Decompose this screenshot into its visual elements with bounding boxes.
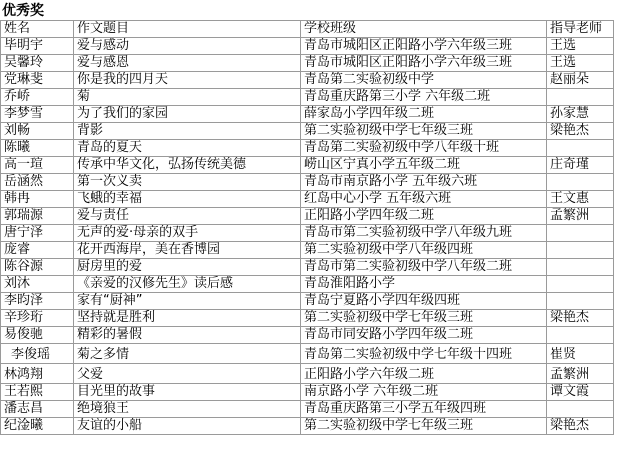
cell-essay-title[interactable]: 绝境狼王 bbox=[74, 401, 301, 418]
table-row bbox=[1, 38, 614, 55]
cell-name[interactable]: 刘沐 bbox=[1, 276, 74, 293]
header-teacher[interactable]: 指导老师 bbox=[547, 21, 614, 38]
cell-school-class[interactable]: 青岛宁夏路小学四年级四班 bbox=[301, 293, 547, 310]
table-row bbox=[1, 276, 614, 293]
cell-essay-title[interactable]: 传承中华文化，弘扬传统美德 bbox=[74, 157, 301, 174]
cell-name[interactable]: 乔峤 bbox=[1, 89, 74, 106]
table-row bbox=[1, 293, 614, 310]
cell-school-class[interactable]: 红岛中心小学 五年级六班 bbox=[301, 191, 547, 208]
cell-school-class[interactable]: 青岛市第二实验初级中学八年级九班 bbox=[301, 225, 547, 242]
cell-teacher[interactable]: 梁艳杰 bbox=[547, 310, 614, 327]
cell-essay-title[interactable]: 为了我们的家园 bbox=[74, 106, 301, 123]
cell-essay-title[interactable]: 青岛的夏天 bbox=[74, 140, 301, 157]
cell-school-class[interactable]: 青岛市同安路小学四年级二班 bbox=[301, 327, 547, 344]
cell-name[interactable]: 林鸿翔 bbox=[1, 364, 74, 384]
cell-name[interactable]: 李俊瑶 bbox=[1, 344, 74, 364]
table-row bbox=[1, 384, 614, 401]
cell-essay-title[interactable]: 花开西海岸，美在香博园 bbox=[74, 242, 301, 259]
cell-teacher[interactable] bbox=[547, 327, 614, 344]
cell-teacher[interactable]: 王选 bbox=[547, 38, 614, 55]
cell-name[interactable]: 庞睿 bbox=[1, 242, 74, 259]
cell-name[interactable]: 党琳斐 bbox=[1, 72, 74, 89]
cell-school-class[interactable]: 青岛市城阳区正阳路小学六年级三班 bbox=[301, 38, 547, 55]
cell-teacher[interactable]: 王选 bbox=[547, 55, 614, 72]
table-row bbox=[1, 310, 614, 327]
cell-teacher[interactable] bbox=[547, 225, 614, 242]
cell-school-class[interactable]: 南京路小学 六年级二班 bbox=[301, 384, 547, 401]
cell-teacher[interactable]: 庄奇瑾 bbox=[547, 157, 614, 174]
table-row bbox=[1, 55, 614, 72]
cell-name[interactable]: 李梦雪 bbox=[1, 106, 74, 123]
cell-name[interactable]: 陈谷源 bbox=[1, 259, 74, 276]
cell-name[interactable]: 陈曦 bbox=[1, 140, 74, 157]
cell-essay-title[interactable]: 爱与感恩 bbox=[74, 55, 301, 72]
cell-teacher[interactable] bbox=[547, 242, 614, 259]
cell-school-class[interactable]: 青岛第二实验初级中学 bbox=[301, 72, 547, 89]
cell-teacher[interactable] bbox=[547, 174, 614, 191]
cell-teacher[interactable] bbox=[547, 140, 614, 157]
cell-teacher[interactable] bbox=[547, 89, 614, 106]
table-row bbox=[1, 72, 614, 89]
cell-school-class[interactable]: 青岛第二实验初级中学八年级十班 bbox=[301, 140, 547, 157]
cell-name[interactable]: 吴馨玲 bbox=[1, 55, 74, 72]
cell-school-class[interactable]: 青岛重庆路第三小学五年级四班 bbox=[301, 401, 547, 418]
cell-essay-title[interactable]: 精彩的暑假 bbox=[74, 327, 301, 344]
cell-essay-title[interactable]: 《亲爱的汉修先生》读后感 bbox=[74, 276, 301, 293]
header-school-class[interactable]: 学校班级 bbox=[301, 21, 547, 38]
cell-school-class[interactable]: 青岛淮阳路小学 bbox=[301, 276, 547, 293]
cell-teacher[interactable] bbox=[547, 293, 614, 310]
table-row bbox=[1, 401, 614, 418]
header-name[interactable]: 姓名 bbox=[1, 21, 74, 38]
table-body bbox=[1, 38, 614, 435]
cell-essay-title[interactable]: 第一次义卖 bbox=[74, 174, 301, 191]
header-essay-title[interactable]: 作文题目 bbox=[74, 21, 301, 38]
cell-school-class[interactable]: 青岛第二实验初级中学七年级十四班 bbox=[301, 344, 547, 364]
cell-essay-title[interactable]: 目光里的故事 bbox=[74, 384, 301, 401]
table-row bbox=[1, 89, 614, 106]
cell-teacher[interactable]: 孟繁洲 bbox=[547, 208, 614, 225]
cell-name[interactable]: 唐宁泽 bbox=[1, 225, 74, 242]
sheet-title: 优秀奖 bbox=[2, 3, 44, 19]
cell-name[interactable]: 韩冉 bbox=[1, 191, 74, 208]
cell-school-class[interactable]: 青岛市南京路小学 五年级六班 bbox=[301, 174, 547, 191]
table-row bbox=[1, 418, 614, 435]
table-row bbox=[1, 364, 614, 384]
table-row bbox=[1, 242, 614, 259]
cell-teacher[interactable]: 崔贤 bbox=[547, 344, 614, 364]
cell-teacher[interactable]: 梁艳杰 bbox=[547, 123, 614, 140]
cell-teacher[interactable]: 孟繁洲 bbox=[547, 364, 614, 384]
table-row bbox=[1, 174, 614, 191]
cell-essay-title[interactable]: 背影 bbox=[74, 123, 301, 140]
cell-teacher[interactable]: 谭文霞 bbox=[547, 384, 614, 401]
cell-teacher[interactable] bbox=[547, 401, 614, 418]
table-row bbox=[1, 208, 614, 225]
table-row bbox=[1, 225, 614, 242]
cell-school-class[interactable]: 正阳路小学四年级二班 bbox=[301, 208, 547, 225]
cell-school-class[interactable]: 第二实验初级中学七年级三班 bbox=[301, 418, 547, 435]
cell-school-class[interactable]: 薛家岛小学四年级二班 bbox=[301, 106, 547, 123]
table-row bbox=[1, 106, 614, 123]
cell-essay-title[interactable]: 你是我的四月天 bbox=[74, 72, 301, 89]
cell-teacher[interactable] bbox=[547, 259, 614, 276]
cell-teacher[interactable]: 王文惠 bbox=[547, 191, 614, 208]
cell-essay-title[interactable]: 父爱 bbox=[74, 364, 301, 384]
table-row bbox=[1, 327, 614, 344]
cell-essay-title[interactable]: 坚持就是胜利 bbox=[74, 310, 301, 327]
cell-essay-title[interactable]: 菊 bbox=[74, 89, 301, 106]
cell-essay-title[interactable]: 爱与感动 bbox=[74, 38, 301, 55]
table-row bbox=[1, 140, 614, 157]
cell-school-class[interactable]: 第二实验初级中学七年级三班 bbox=[301, 310, 547, 327]
table-row bbox=[1, 344, 614, 364]
cell-name[interactable]: 王若熙 bbox=[1, 384, 74, 401]
cell-name[interactable]: 潘志昌 bbox=[1, 401, 74, 418]
cell-essay-title[interactable]: 菊之多情 bbox=[74, 344, 301, 364]
cell-school-class[interactable]: 正阳路小学六年级二班 bbox=[301, 364, 547, 384]
cell-name[interactable]: 毕明宇 bbox=[1, 38, 74, 55]
cell-essay-title[interactable]: 厨房里的爱 bbox=[74, 259, 301, 276]
table-row bbox=[1, 191, 614, 208]
table-row bbox=[1, 157, 614, 174]
cell-name[interactable]: 郭瑞源 bbox=[1, 208, 74, 225]
table-row bbox=[1, 123, 614, 140]
cell-name[interactable]: 岳涵然 bbox=[1, 174, 74, 191]
cell-name[interactable]: 易俊驰 bbox=[1, 327, 74, 344]
cell-school-class[interactable]: 第二实验初级中学八年级四班 bbox=[301, 242, 547, 259]
cell-school-class[interactable]: 第二实验初级中学七年级三班 bbox=[301, 123, 547, 140]
cell-teacher[interactable]: 梁艳杰 bbox=[547, 418, 614, 435]
cell-name[interactable]: 高一瑄 bbox=[1, 157, 74, 174]
cell-name[interactable]: 纪淦曦 bbox=[1, 418, 74, 435]
cell-school-class[interactable]: 青岛市城阳区正阳路小学六年级三班 bbox=[301, 55, 547, 72]
cell-name[interactable]: 李昀泽 bbox=[1, 293, 74, 310]
cell-teacher[interactable]: 赵丽朵 bbox=[547, 72, 614, 89]
cell-essay-title[interactable]: 友谊的小船 bbox=[74, 418, 301, 435]
cell-essay-title[interactable]: 家有“厨神” bbox=[74, 293, 301, 310]
cell-school-class[interactable]: 青岛市第二实验初级中学八年级二班 bbox=[301, 259, 547, 276]
cell-name[interactable]: 刘畅 bbox=[1, 123, 74, 140]
cell-essay-title[interactable]: 爱与责任 bbox=[74, 208, 301, 225]
cell-teacher[interactable]: 孙家慧 bbox=[547, 106, 614, 123]
cell-essay-title[interactable]: 飞蛾的幸福 bbox=[74, 191, 301, 208]
award-table bbox=[0, 20, 614, 435]
cell-school-class[interactable]: 青岛重庆路第三小学 六年级二班 bbox=[301, 89, 547, 106]
cell-name[interactable]: 辛珍珩 bbox=[1, 310, 74, 327]
cell-essay-title[interactable]: 无声的爱·母亲的双手 bbox=[74, 225, 301, 242]
cell-school-class[interactable]: 崂山区宁真小学五年级二班 bbox=[301, 157, 547, 174]
header-row bbox=[1, 21, 614, 38]
cell-teacher[interactable] bbox=[547, 276, 614, 293]
table-row bbox=[1, 259, 614, 276]
